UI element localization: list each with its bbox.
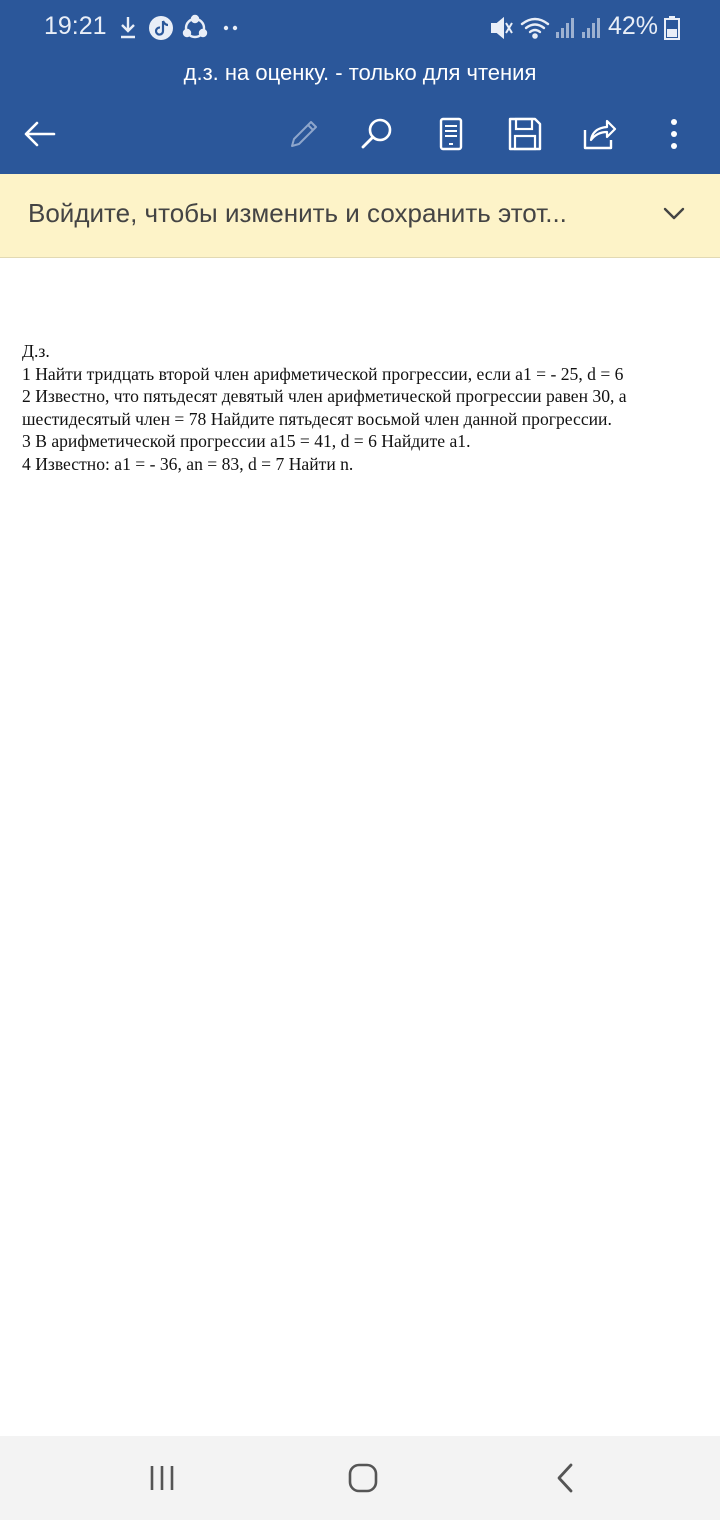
mobile-view-button[interactable] [429,112,473,156]
sync-icon [184,16,206,37]
document-body [22,340,702,476]
chevron-down-icon[interactable] [662,202,686,226]
sign-in-banner[interactable] [0,174,720,258]
recent-apps-icon [146,1462,178,1494]
toolbar [0,100,720,164]
document-line: шестидесятый член = 78 Найдите пятьдесят восьмой член данной прогрессии. [22,408,612,429]
pencil-icon [286,116,322,152]
mute-icon [492,19,512,37]
document-line: 3 В арифметической прогрессии a15 = 41, d = 6 Найдите a1. [22,431,471,452]
search-button[interactable] [355,112,399,156]
nav-back-button[interactable] [538,1454,594,1502]
share-button[interactable] [577,112,621,156]
back-button[interactable] [18,112,62,156]
status-time: 19:21 [44,12,107,40]
tiktok-icon [149,16,173,40]
status-notification-icons [116,14,246,42]
wifi-icon [522,19,548,38]
more-icon [656,116,692,152]
document-line: 4 Известно: a1 = - 36, an = 83, d = 7 Найти n. [22,453,354,474]
document-line: 2 Известно, что пятьдесят девятый член арифметической прогрессии равен 30, а [22,386,627,407]
back-arrow-icon [22,116,58,152]
banner-text: Войдите, чтобы изменить и сохранить этот... [28,198,567,228]
download-icon [121,17,135,37]
document-line: 1 Найти тридцать второй член арифметической прогрессии, если a1 = - 25, d = 6 [22,363,624,384]
mobile-view-icon [433,116,469,152]
save-button[interactable] [503,112,547,156]
home-icon [346,1461,380,1495]
nav-back-icon [550,1462,582,1494]
document-title: д.з. на оценку. - только для чтения [183,60,537,85]
save-icon [507,116,543,152]
home-button[interactable] [335,1454,391,1502]
signal-1-icon [556,18,574,38]
battery-icon [664,16,680,40]
search-icon [359,116,395,152]
edit-button[interactable] [282,112,326,156]
document-line: Д.з. [22,341,50,361]
status-bar [0,0,720,56]
more-notifications-icon [224,26,237,30]
more-options-button[interactable] [652,112,696,156]
recent-apps-button[interactable] [134,1454,190,1502]
signal-2-icon [582,18,600,38]
share-icon [581,116,617,152]
app-bar [0,0,720,174]
battery-percent: 42% [607,12,658,40]
system-nav-bar [0,1436,720,1520]
